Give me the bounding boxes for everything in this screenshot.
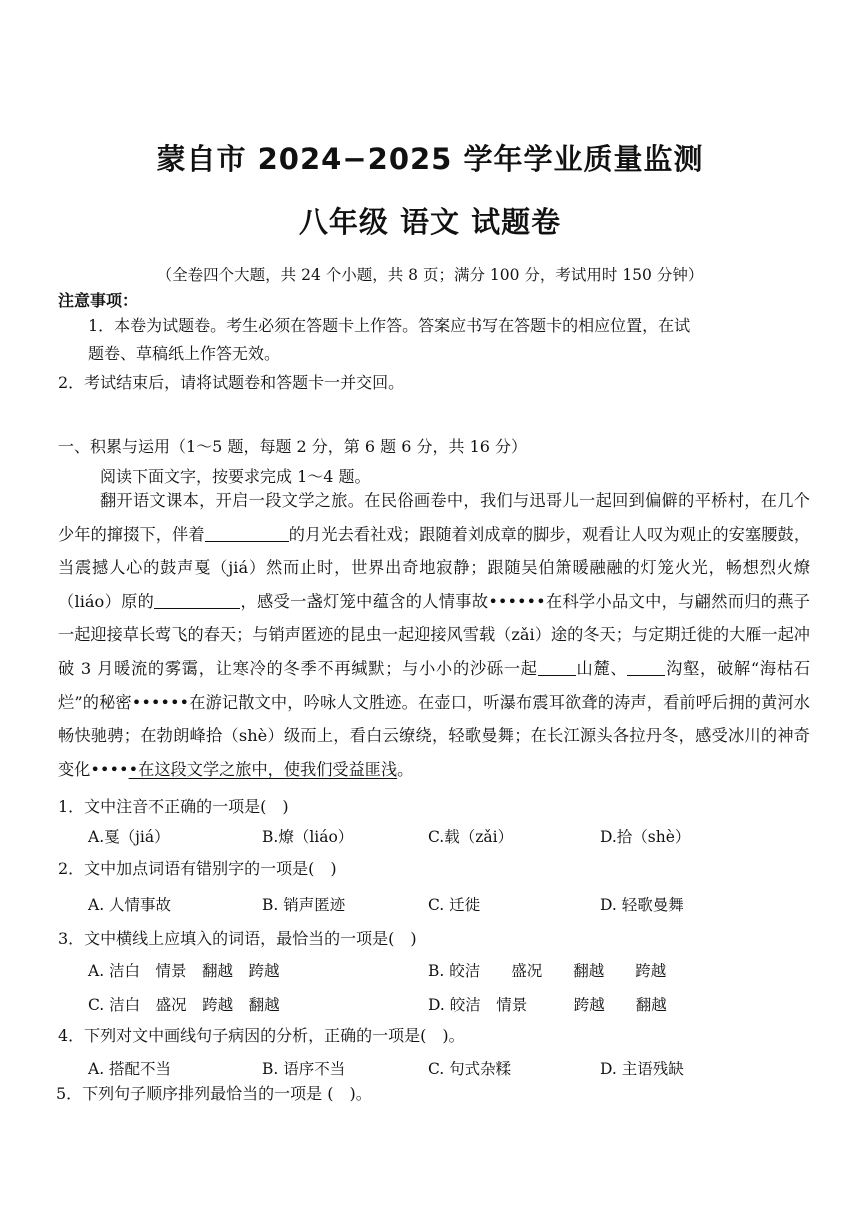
question-2-option-a: A. 人情事故 [88, 896, 172, 914]
question-1-option-a: A.戛（jiá） [88, 828, 170, 846]
question-4-option-c: C. 句式杂糅 [428, 1060, 512, 1078]
passage-part-2: 的月光去看社戏；跟随着刘成章的脚步，观看让人叹为观止的安塞腰鼓，当震撼人心的鼓声戛（jiá）然而止时，世界出奇地寂静；跟随吴伯箫暖融融的灯笼火光，畅想烈火燎（liáo）原的 [58, 524, 811, 611]
question-2-stem: 2．文中加点词语有错别字的一项是( ) [58, 859, 337, 878]
question-2-option-c: C. 迁徙 [428, 896, 481, 914]
passage-dots: •••• [90, 759, 129, 779]
passage-part-4: 山麓、 [575, 658, 628, 678]
blank-4 [627, 657, 665, 676]
exam-info: （全卷四个大题，共 24 个小题，共 8 页；满分 100 分，考试用时 150 分钟） [156, 266, 704, 284]
notice-item-1-line-1: 1．本卷为试题卷。考生必须在答题卡上作答。答案应书写在答题卡的相应位置，在试 [88, 316, 691, 335]
question-1-option-c: C.载（zǎi） [428, 828, 514, 846]
question-2-option-b: B. 销声匿迹 [262, 896, 346, 914]
blank-1 [205, 523, 289, 542]
question-4-option-a: A. 搭配不当 [88, 1060, 172, 1078]
question-3-option-d: D. 皎洁 情景 跨越 翻越 [428, 996, 667, 1014]
blank-3 [538, 657, 576, 676]
question-1-option-d: D.拾（shè） [600, 828, 691, 846]
question-2-option-d: D. 轻歌曼舞 [600, 896, 684, 914]
question-4-option-d: D. 主语残缺 [600, 1060, 684, 1078]
notice-item-2: 2．考试结束后，请将试题卷和答题卡一并交回。 [58, 373, 405, 392]
question-3-stem: 3．文中横线上应填入的词语，最恰当的一项是( ) [58, 929, 417, 948]
question-4-stem: 4．下列对文中画线句子病因的分析，正确的一项是( )。 [58, 1026, 465, 1045]
question-3-option-c: C. 洁白 盛况 跨越 翻越 [88, 996, 280, 1014]
question-3-option-a: A. 洁白 情景 翻越 跨越 [88, 962, 280, 980]
exam-subtitle: 八年级 语文 试题卷 [298, 205, 562, 239]
notice-item-1-line-2: 题卷、草稿纸上作答无效。 [88, 344, 281, 363]
passage-part-3: ，感受一盏灯笼中蕴含的人情事故••••••在科学小品文中，与翩然而归的燕子一起迎接草长莺飞的春天；与销声匿迹的昆虫一起迎接风雪载（zǎi）途的冬天；与定期迁徙的大雁一起冲破 3 月暖流的雾霭，让寒冷的冬季不再缄默；与小小的沙砾一起 [58, 591, 810, 678]
blank-2 [154, 590, 240, 609]
question-4-option-b: B. 语序不当 [262, 1060, 346, 1078]
underlined-sentence: •在这段文学之旅中，使我们受益匪浅 [128, 759, 398, 779]
passage-end: 。 [397, 759, 414, 779]
passage-part-1: 翻开语文课本，开启一段文学之旅。在民俗画卷中，我们与迅哥儿一起回到偏僻的平桥村，在几个少年的撺掇下，伴着 [58, 491, 810, 544]
question-3-option-b: B. 皎洁 盛况 翻越 跨越 [428, 962, 667, 980]
question-1-option-b: B.燎（liáo） [262, 828, 354, 846]
question-1-stem: 1．文中注音不正确的一项是( ) [58, 797, 289, 816]
reading-instruction: 阅读下面文字，按要求完成 1～4 题。 [100, 467, 371, 486]
notice-heading: 注意事项： [58, 291, 139, 310]
section-heading: 一、积累与运用（1～5 题，每题 2 分，第 6 题 6 分，共 16 分） [58, 437, 528, 456]
reading-passage [58, 484, 810, 786]
passage-part-5: 沟壑，破解“海枯石烂”的秘密••••••在游记散文中，吟咏人文胜迹。在壶口，听瀑布震耳欲聋的涛声，看前呼后拥的黄河水畅快驰骋；在勃朗峰拾（shè）级而上，看白云缭绕，轻歌曼舞；在长江源头各拉丹冬，感受冰川的神奇变化 [58, 658, 811, 779]
question-5-stem: 5．下列句子顺序排列最恰当的一项是 ( )。 [56, 1084, 372, 1103]
exam-title: 蒙自市 2024−2025 学年学业质量监测 [156, 142, 704, 176]
